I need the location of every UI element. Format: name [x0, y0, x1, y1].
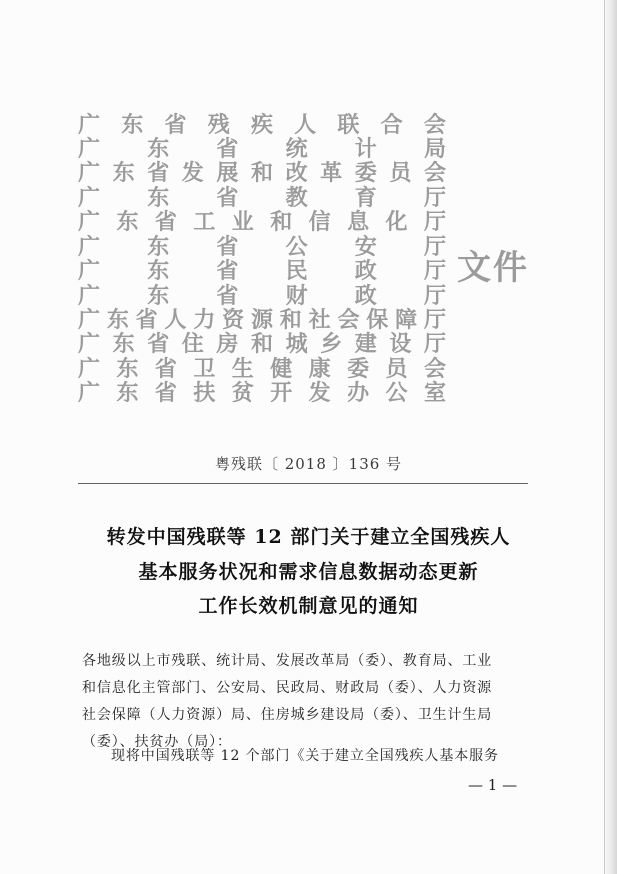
agency-char: 革: [320, 160, 343, 186]
agency-char: 乡: [320, 331, 343, 357]
agency-char: 广: [78, 160, 101, 186]
agency-char: 厅: [423, 258, 446, 284]
agency-char: 会: [423, 112, 446, 138]
agency-char: 广: [78, 112, 101, 138]
agency-char: 办: [347, 380, 370, 406]
agency-char: 广: [78, 136, 101, 162]
agency-line-poverty: [78, 381, 446, 405]
agency-char: 疾: [250, 112, 273, 138]
agency-char: 东: [147, 185, 170, 211]
agency-char: 工: [193, 209, 216, 235]
agency-char: 东: [147, 136, 170, 162]
agency-char: 残: [207, 112, 230, 138]
page-number: — 1 —: [468, 776, 518, 794]
agency-char: 省: [147, 160, 170, 186]
agency-char: 东: [116, 209, 139, 235]
agency-char: 和: [250, 160, 273, 186]
agency-char: 厅: [423, 185, 446, 211]
agency-char: 员: [389, 160, 412, 186]
agency-char: 东: [147, 283, 170, 309]
agency-char: 改: [285, 160, 308, 186]
agency-char: 公: [285, 234, 308, 260]
agency-char: 信: [308, 209, 331, 235]
agency-char: 会: [337, 307, 360, 333]
agency-char: 东: [116, 380, 139, 406]
document-number: 粤残联〔 2018 〕136 号: [214, 455, 403, 473]
agency-char: 和: [279, 307, 302, 333]
agency-line-education: [78, 186, 446, 210]
agency-char: 贫: [231, 380, 254, 406]
document-type-label: 文件: [457, 248, 529, 288]
agency-char: 广: [78, 380, 101, 406]
agency-char: 东: [121, 112, 144, 138]
agency-char: 员: [385, 356, 408, 382]
agency-line-statistics: [78, 137, 446, 161]
addressee-line-4: （委）、扶贫办（局）：: [82, 734, 232, 750]
agency-char: 健: [270, 356, 293, 382]
agency-char: 和: [270, 209, 293, 235]
agency-char: 省: [154, 356, 177, 382]
agency-char: 房: [216, 331, 239, 357]
agency-char: 东: [106, 307, 129, 333]
page-edge-shadow: [603, 0, 617, 874]
agency-char: 康: [308, 356, 331, 382]
title-line-2: 基本服务状况和需求信息数据动态更新: [138, 561, 479, 583]
agency-char: 广: [78, 307, 101, 333]
agency-char: 厅: [423, 331, 446, 357]
agency-line-housing: [78, 332, 446, 356]
agency-line-human-resources: [78, 308, 446, 332]
agency-char: 广: [78, 356, 101, 382]
addressee-line-1: 各地级以上市残联、统计局、发展改革局（委）、教育局、工业: [82, 653, 493, 669]
agency-line-health: [78, 357, 446, 381]
agency-char: 厅: [423, 283, 446, 309]
agency-char: 住: [181, 331, 204, 357]
agency-char: 广: [78, 331, 101, 357]
agency-char: 人: [164, 307, 187, 333]
agency-char: 设: [389, 331, 412, 357]
title-line-1: 转发中国残联等 12 部门关于建立全国残疾人: [106, 526, 511, 548]
agency-line-civil-affairs: [78, 259, 446, 283]
agency-char: 室: [423, 380, 446, 406]
agency-char: 东: [112, 160, 135, 186]
agency-char: 会: [423, 160, 446, 186]
addressee-line-3: 社会保障（人力资源）局、住房城乡建设局（委）、卫生计生局: [82, 707, 493, 723]
agency-line-finance: [78, 284, 446, 308]
agency-char: 和: [250, 331, 273, 357]
agency-char: 资: [222, 307, 245, 333]
agency-char: 政: [354, 283, 377, 309]
agency-char: 委: [354, 160, 377, 186]
agency-char: 发: [308, 380, 331, 406]
agency-char: 厅: [423, 307, 446, 333]
agency-char: 省: [216, 283, 239, 309]
agency-char: 政: [354, 258, 377, 284]
agency-char: 城: [285, 331, 308, 357]
agency-char: 保: [366, 307, 389, 333]
agency-char: 人: [294, 112, 317, 138]
agency-char: 省: [147, 331, 170, 357]
agency-char: 公: [385, 380, 408, 406]
agency-line-public-security: [78, 235, 446, 259]
agency-char: 局: [423, 136, 446, 162]
agency-char: 安: [354, 234, 377, 260]
agency-char: 建: [354, 331, 377, 357]
agency-char: 厅: [423, 209, 446, 235]
page-edge-line: [604, 0, 605, 874]
agency-char: 开: [270, 380, 293, 406]
header-rule: [78, 483, 528, 484]
agency-char: 力: [193, 307, 216, 333]
agency-char: 东: [116, 356, 139, 382]
agency-char: 省: [154, 380, 177, 406]
agency-char: 业: [231, 209, 254, 235]
agency-char: 东: [147, 258, 170, 284]
agency-char: 广: [78, 209, 101, 235]
agency-char: 社: [308, 307, 331, 333]
agency-char: 障: [395, 307, 418, 333]
agency-line-industry-it: [78, 210, 446, 234]
agency-char: 发: [181, 160, 204, 186]
agency-char: 广: [78, 185, 101, 211]
agency-char: 省: [216, 185, 239, 211]
agency-char: 省: [164, 112, 187, 138]
agency-char: 省: [216, 234, 239, 260]
agency-char: 省: [135, 307, 158, 333]
agency-line-development-reform: [78, 161, 446, 185]
agency-char: 委: [347, 356, 370, 382]
agency-char: 财: [285, 283, 308, 309]
agency-char: 广: [78, 283, 101, 309]
agency-char: 计: [354, 136, 377, 162]
agency-char: 展: [216, 160, 239, 186]
agency-char: 广: [78, 234, 101, 260]
agency-char: 教: [285, 185, 308, 211]
agency-char: 广: [78, 258, 101, 284]
agency-char: 化: [385, 209, 408, 235]
agency-char: 合: [380, 112, 403, 138]
title-line-3: 工作长效机制意见的通知: [198, 595, 419, 617]
agency-header-block: [78, 113, 446, 405]
agency-char: 源: [250, 307, 273, 333]
agency-char: 省: [154, 209, 177, 235]
agency-char: 会: [423, 356, 446, 382]
agency-char: 省: [216, 258, 239, 284]
agency-char: 生: [231, 356, 254, 382]
agency-char: 厅: [423, 234, 446, 260]
agency-char: 统: [285, 136, 308, 162]
agency-char: 民: [285, 258, 308, 284]
agency-char: 东: [147, 234, 170, 260]
agency-char: 联: [337, 112, 360, 138]
agency-char: 扶: [193, 380, 216, 406]
agency-char: 东: [112, 331, 135, 357]
agency-char: 息: [347, 209, 370, 235]
addressee-line-2: 和信息化主管部门、公安局、民政局、财政局（委）、人力资源: [82, 680, 493, 696]
agency-char: 卫: [193, 356, 216, 382]
agency-char: 省: [216, 136, 239, 162]
agency-char: 育: [354, 185, 377, 211]
body-paragraph-line-1: 现将中国残联等 12 个部门《关于建立全国残疾人基本服务: [111, 748, 499, 764]
agency-line-disabled-federation: [78, 113, 446, 137]
